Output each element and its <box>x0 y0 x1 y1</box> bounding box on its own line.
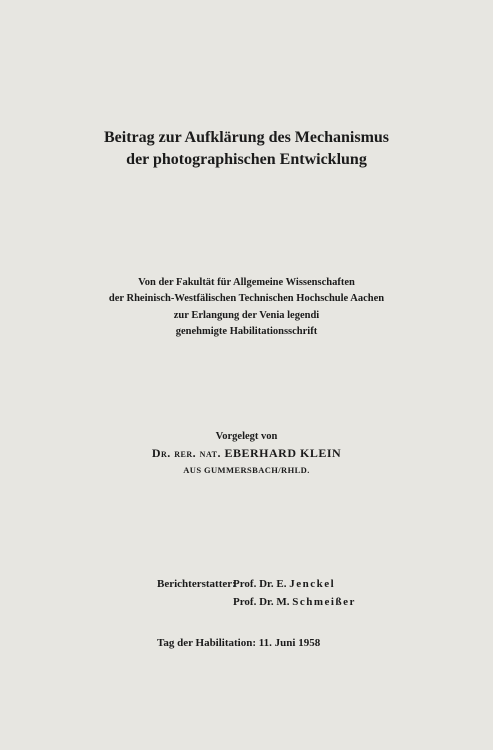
referees-label: Berichterstatter: <box>157 578 236 590</box>
faculty-line-3: zur Erlangung der Venia legendi <box>173 310 320 321</box>
title-line-2: der photographischen Entwicklung <box>126 151 367 168</box>
habilitation-date-line <box>157 637 320 650</box>
referee-2-title: Prof. Dr. M. <box>233 596 290 608</box>
author-degree: Dr. rer. nat. <box>151 446 221 460</box>
referee-1 <box>233 578 335 591</box>
referee-2 <box>233 596 356 609</box>
habilitation-date: 11. Juni 1958 <box>258 637 321 649</box>
presented-by: Vorgelegt von <box>215 431 278 442</box>
title-line-1: Beitrag zur Aufklärung des Mechanismus <box>103 129 390 146</box>
faculty-line-4: genehmigte Habilitationsschrift <box>175 326 318 337</box>
habilitation-label: Tag der Habilitation: <box>157 637 257 649</box>
author-name: EBERHARD KLEIN <box>224 446 342 460</box>
faculty-line-2: der Rheinisch-Westfälischen Technischen Hochschule Aachen <box>108 293 385 304</box>
referee-2-surname: Schmeißer <box>292 596 356 608</box>
author-origin: AUS GUMMERSBACH/RHLD. <box>183 465 310 475</box>
referee-1-title: Prof. Dr. E. <box>233 578 287 590</box>
faculty-line-1: Von der Fakultät für Allgemeine Wissenschaften <box>138 277 355 288</box>
referee-1-surname: Jenckel <box>289 578 336 590</box>
author-line <box>0 446 493 460</box>
